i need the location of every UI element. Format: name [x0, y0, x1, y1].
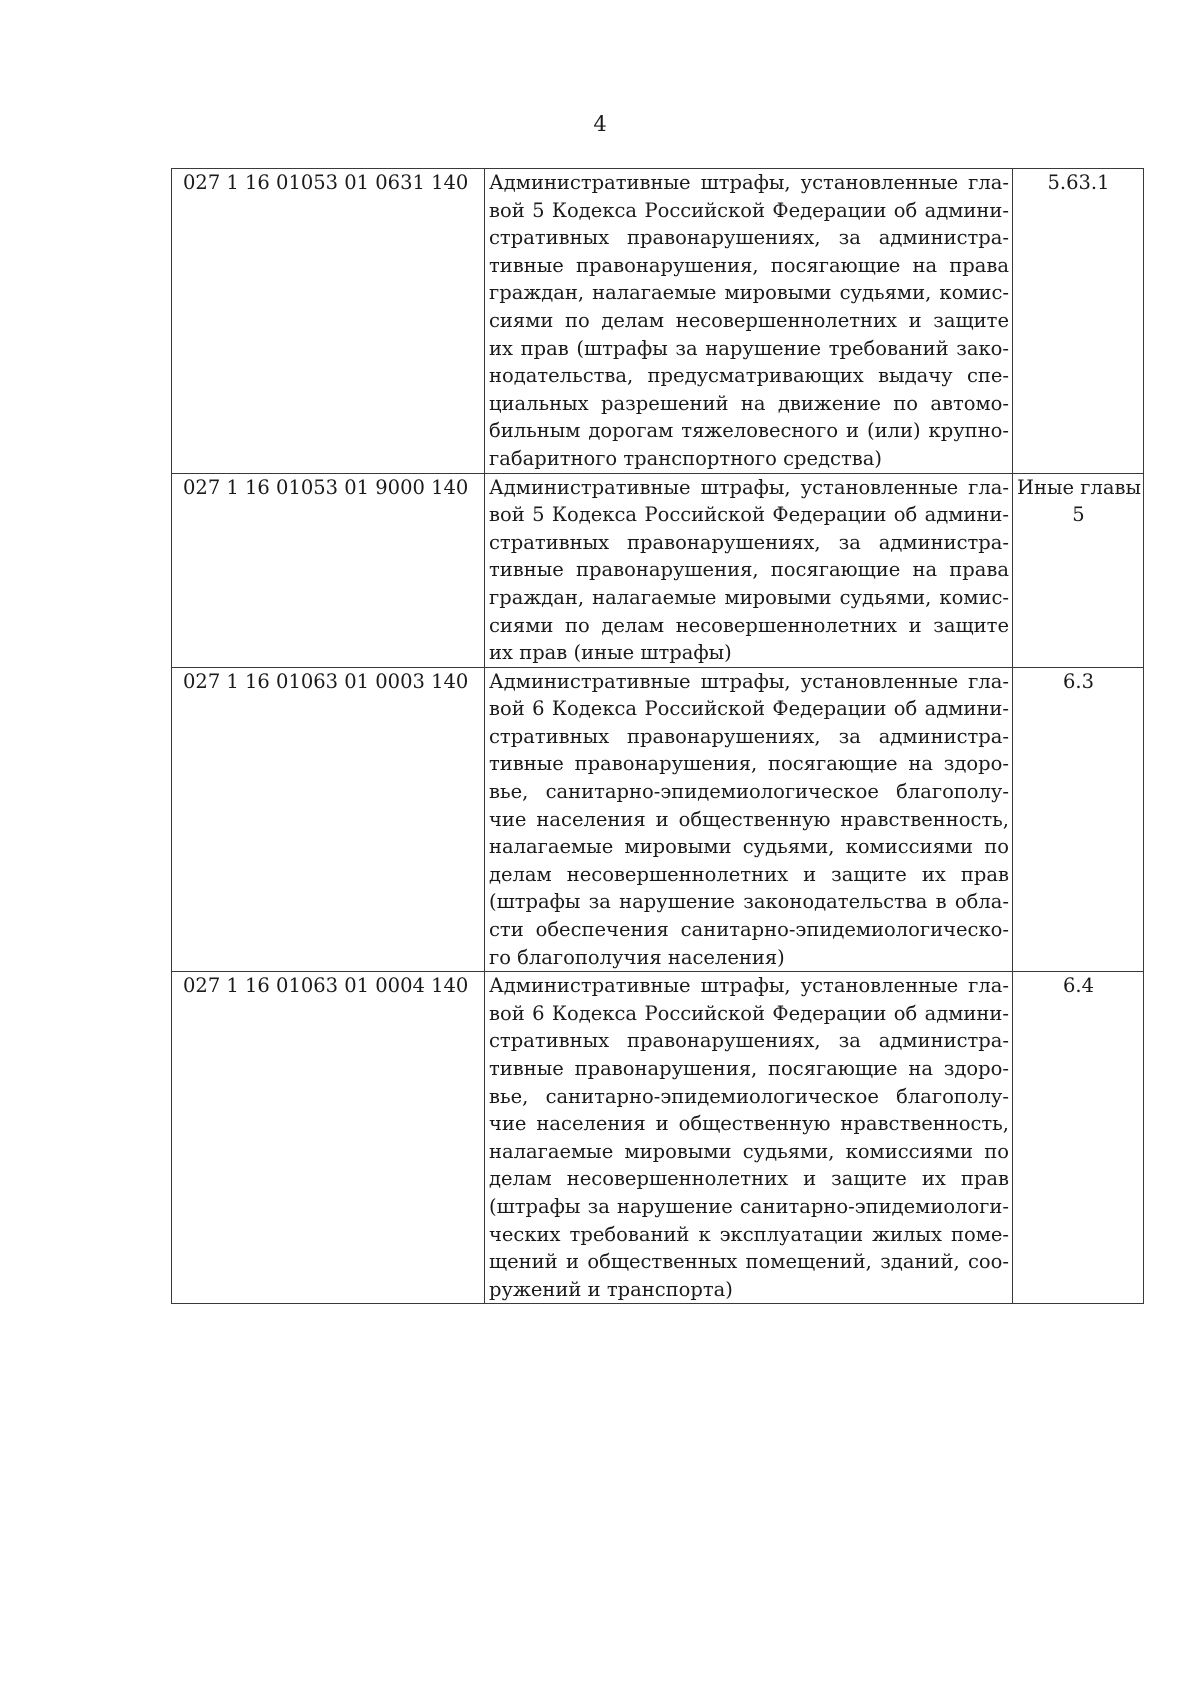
article-line: Иные главы [1017, 475, 1141, 499]
koap-article-cell [1013, 667, 1144, 972]
description-line: сиями по делам несовершеннолетних и защите [489, 613, 1009, 637]
koap-article-cell [1013, 972, 1144, 1304]
description-line: тивные правонарушения, посягающие на здоро- [489, 1057, 1009, 1080]
article-line: 6.4 [1062, 974, 1094, 998]
description-line: габаритного транспортного средства) [489, 446, 882, 470]
description-line: Административные штрафы, установленные гла- [489, 974, 1009, 998]
kbk-code-cell: 027 1 16 01063 01 0004 140 [172, 972, 485, 1304]
description-line: щений и общественных помещений, зданий, соо- [489, 1250, 1009, 1274]
description-line: вье, санитарно-эпидемиологическое благополу- [489, 780, 1009, 804]
description-line: чие населения и общественную нравственность, [489, 807, 1009, 831]
kbk-code-cell: 027 1 16 01063 01 0003 140 [172, 667, 485, 972]
kbk-code-cell: 027 1 16 01053 01 9000 140 [172, 473, 485, 667]
budget-classification-table [171, 168, 1144, 1304]
article-line: 5.63.1 [1047, 171, 1110, 194]
description-line: стративных правонарушениях, за администра- [489, 1029, 1009, 1053]
kbk-code-cell: 027 1 16 01053 01 0631 140 [172, 169, 485, 474]
description-line: стративных правонарушениях, за администра- [489, 530, 1009, 554]
description-line: тивные правонарушения, посягающие на права [489, 253, 1009, 277]
description-line: бильным дорогам тяжеловесного и (или) крупно- [489, 419, 1009, 443]
description-line: вой 6 Кодекса Российской Федерации об админи- [489, 1001, 1009, 1025]
description-line: стративных правонарушениях, за администра- [489, 724, 1009, 748]
table-row [172, 169, 1144, 474]
description-line: (штрафы за нарушение законодательства в обла- [489, 890, 1009, 914]
description-line: тивные правонарушения, посягающие на права [489, 558, 1009, 582]
koap-article-cell [1013, 473, 1144, 667]
description-line: налагаемые мировыми судьями, комиссиями по [489, 1139, 1009, 1163]
table-row [172, 473, 1144, 667]
description-line: вой 5 Кодекса Российской Федерации об админи- [489, 503, 1009, 527]
article-line: 6.3 [1062, 669, 1094, 693]
description-line: вой 5 Кодекса Российской Федерации об админи- [489, 198, 1009, 222]
description-line: вье, санитарно-эпидемиологическое благополу- [489, 1084, 1009, 1108]
table-row [172, 972, 1144, 1304]
description-line: го благополучия населения) [489, 945, 785, 969]
description-line: граждан, налагаемые мировыми судьями, комис- [489, 585, 1009, 609]
description-line: делам несовершеннолетних и защите их прав [489, 862, 1009, 886]
description-line: Административные штрафы, установленные гла- [489, 171, 1009, 194]
description-cell [485, 473, 1013, 667]
koap-article-cell [1013, 169, 1144, 474]
description-line: сиями по делам несовершеннолетних и защите [489, 308, 1009, 332]
description-line: сти обеспечения санитарно-эпидемиологическо- [489, 918, 1009, 942]
description-line: вой 6 Кодекса Российской Федерации об админи- [489, 697, 1009, 721]
description-line: ческих требований к эксплуатации жилых поме- [489, 1222, 1009, 1246]
description-line: их прав (иные штрафы) [489, 641, 732, 665]
description-line: циальных разрешений на движение по автомо- [489, 391, 1009, 415]
description-line: Административные штрафы, установленные гла- [489, 669, 1009, 693]
description-line: делам несовершеннолетних и защите их прав [489, 1167, 1009, 1191]
description-line: ружений и транспорта) [489, 1277, 733, 1301]
description-line: чие населения и общественную нравственность, [489, 1112, 1009, 1136]
page-number: 4 [593, 112, 607, 136]
description-line: их прав (штрафы за нарушение требований зако- [489, 336, 1009, 360]
description-line: стративных правонарушениях, за администра- [489, 226, 1009, 250]
description-line: нодательства, предусматривающих выдачу спе- [489, 364, 1009, 388]
description-line: граждан, налагаемые мировыми судьями, комис- [489, 281, 1009, 305]
article-line: 5 [1072, 503, 1085, 527]
description-cell [485, 667, 1013, 972]
description-cell [485, 169, 1013, 474]
table-row [172, 667, 1144, 972]
description-cell [485, 972, 1013, 1304]
description-line: тивные правонарушения, посягающие на здоро- [489, 752, 1009, 776]
description-line: (штрафы за нарушение санитарно-эпидемиологи- [489, 1194, 1009, 1218]
description-line: налагаемые мировыми судьями, комиссиями по [489, 835, 1009, 859]
description-line: Административные штрафы, установленные гла- [489, 475, 1009, 499]
